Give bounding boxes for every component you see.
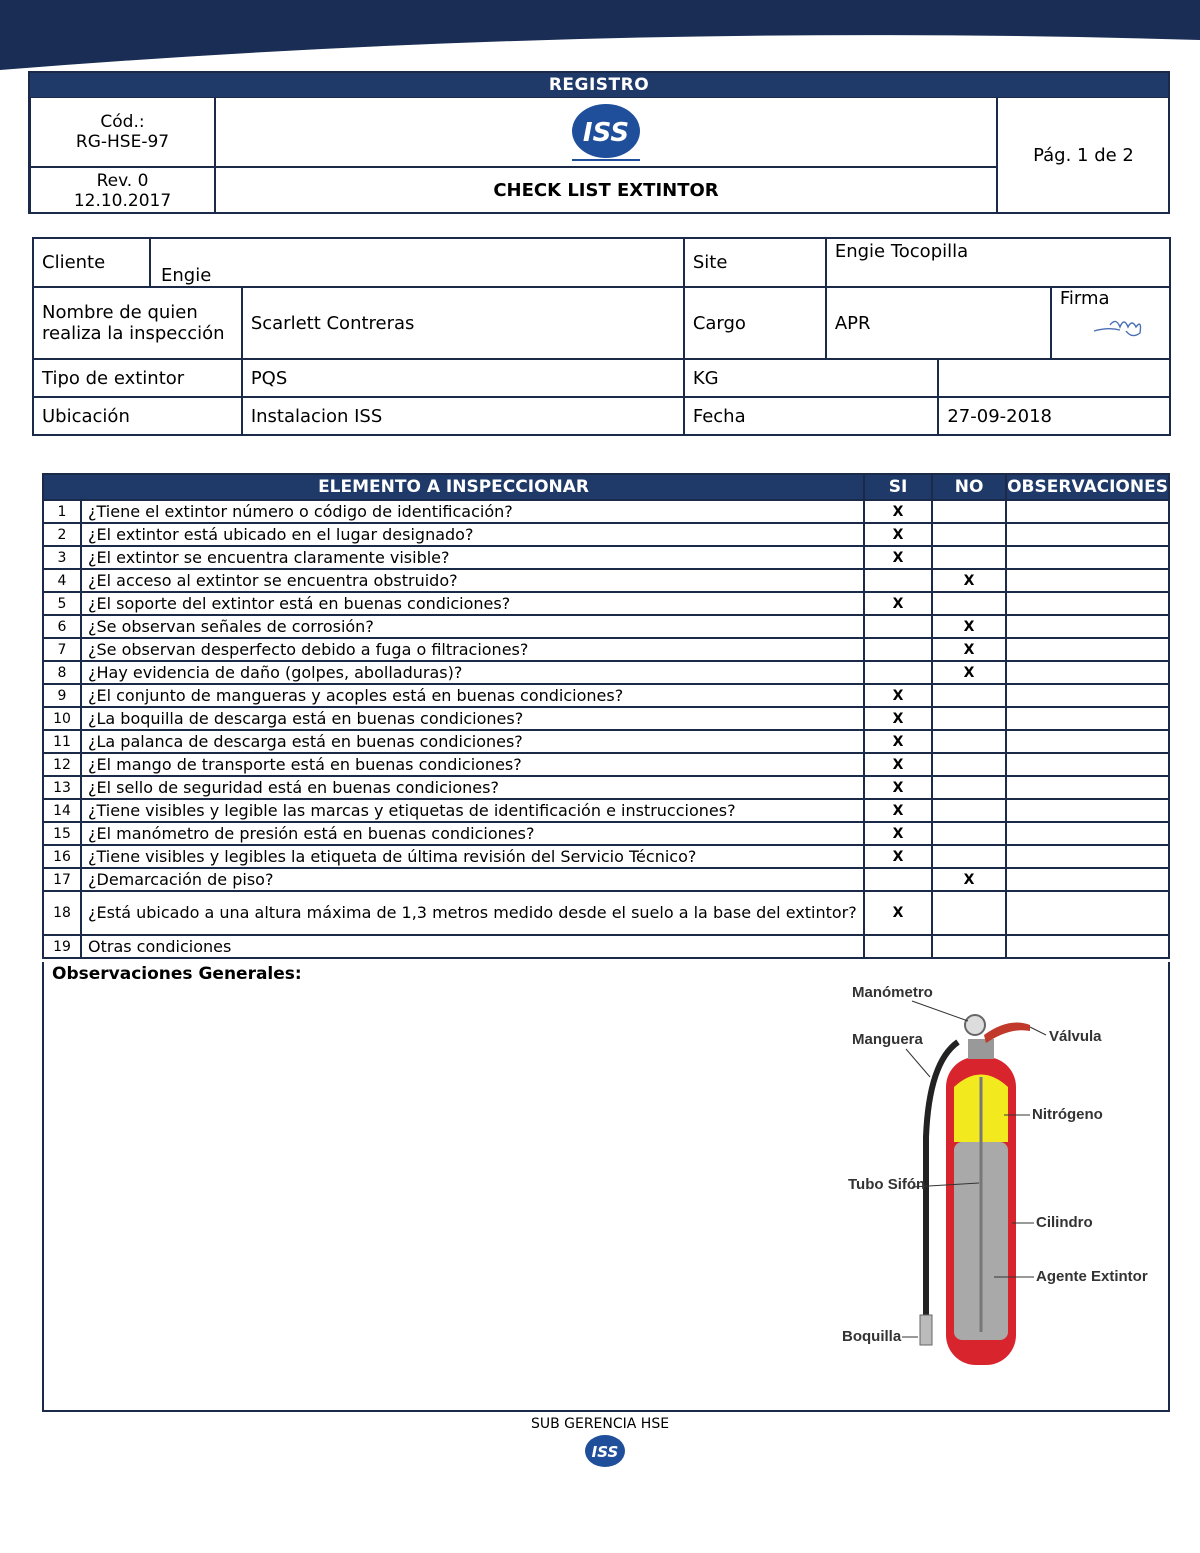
row-si-mark: X bbox=[864, 753, 932, 776]
table-row bbox=[43, 615, 1169, 638]
table-row bbox=[43, 753, 1169, 776]
top-banner bbox=[0, 0, 1200, 75]
row-no-mark bbox=[932, 845, 1006, 868]
table-row bbox=[43, 891, 1169, 935]
table-row bbox=[43, 523, 1169, 546]
row-no-mark bbox=[932, 523, 1006, 546]
col-no-header: NO bbox=[932, 474, 1006, 500]
col-obs-header: OBSERVACIONES bbox=[1006, 474, 1169, 500]
row-number: 15 bbox=[43, 822, 81, 845]
nozzle-shape bbox=[920, 1315, 932, 1345]
row-question: ¿El conjunto de mangueras y acoples está en buenas condiciones? bbox=[81, 684, 864, 707]
row-question: ¿Tiene visibles y legibles la etiqueta de última revisión del Servicio Técnico? bbox=[81, 845, 864, 868]
page-number: Pág. 1 de 2 bbox=[997, 97, 1170, 214]
row-no-mark bbox=[932, 776, 1006, 799]
nombre-value: Scarlett Contreras bbox=[242, 287, 684, 359]
table-row bbox=[43, 730, 1169, 753]
row-observation bbox=[1006, 523, 1169, 546]
row-number: 16 bbox=[43, 845, 81, 868]
row-observation bbox=[1006, 707, 1169, 730]
row-number: 13 bbox=[43, 776, 81, 799]
col-si-header: SI bbox=[864, 474, 932, 500]
label-tubo-sifon: Tubo Sifón bbox=[848, 1176, 926, 1193]
row-no-mark: X bbox=[932, 569, 1006, 592]
row-no-mark: X bbox=[932, 868, 1006, 891]
row-si-mark: X bbox=[864, 776, 932, 799]
row-question: ¿Se observan señales de corrosión? bbox=[81, 615, 864, 638]
row-observation bbox=[1006, 799, 1169, 822]
tipo-value: PQS bbox=[242, 359, 684, 397]
row-question: Otras condiciones bbox=[81, 935, 864, 958]
site-value: Engie Tocopilla bbox=[826, 238, 1170, 287]
row-observation bbox=[1006, 500, 1169, 523]
row-question: ¿El extintor está ubicado en el lugar designado? bbox=[81, 523, 864, 546]
row-si-mark: X bbox=[864, 523, 932, 546]
ubicacion-label: Ubicación bbox=[33, 397, 242, 435]
checklist-body bbox=[43, 500, 1169, 958]
row-question: ¿Tiene visibles y legible las marcas y etiquetas de identificación e instrucciones? bbox=[81, 799, 864, 822]
table-row bbox=[43, 935, 1169, 958]
label-manometro: Manómetro bbox=[852, 984, 933, 1001]
row-question: ¿La boquilla de descarga está en buenas condiciones? bbox=[81, 707, 864, 730]
rev-cell bbox=[30, 167, 215, 214]
row-si-mark: X bbox=[864, 730, 932, 753]
row-number: 2 bbox=[43, 523, 81, 546]
row-observation bbox=[1006, 822, 1169, 845]
row-si-mark: X bbox=[864, 822, 932, 845]
table-row bbox=[43, 500, 1169, 523]
row-si-mark: X bbox=[864, 799, 932, 822]
gauge-shape bbox=[965, 1015, 985, 1035]
row-number: 3 bbox=[43, 546, 81, 569]
row-question: ¿El manómetro de presión está en buenas condiciones? bbox=[81, 822, 864, 845]
row-observation bbox=[1006, 546, 1169, 569]
row-no-mark bbox=[932, 822, 1006, 845]
row-observation bbox=[1006, 868, 1169, 891]
row-si-mark bbox=[864, 868, 932, 891]
table-row bbox=[43, 822, 1169, 845]
extinguisher-diagram bbox=[834, 977, 1154, 1372]
row-observation bbox=[1006, 592, 1169, 615]
tipo-label: Tipo de extintor bbox=[33, 359, 242, 397]
row-observation bbox=[1006, 684, 1169, 707]
document-header bbox=[28, 71, 1170, 214]
kg-label: KG bbox=[684, 359, 939, 397]
row-question: ¿Demarcación de piso? bbox=[81, 868, 864, 891]
table-row bbox=[43, 661, 1169, 684]
row-question: ¿Se observan desperfecto debido a fuga o filtraciones? bbox=[81, 638, 864, 661]
valve-base-shape bbox=[968, 1039, 994, 1059]
label-manguera: Manguera bbox=[852, 1031, 923, 1048]
row-observation bbox=[1006, 661, 1169, 684]
label-boquilla: Boquilla bbox=[842, 1328, 902, 1345]
iss-logo-text: ISS bbox=[582, 118, 630, 148]
registro-bar: REGISTRO bbox=[30, 73, 1168, 97]
row-si-mark bbox=[864, 615, 932, 638]
row-question: ¿El acceso al extintor se encuentra obstruido? bbox=[81, 569, 864, 592]
row-number: 18 bbox=[43, 891, 81, 935]
rev-date: 12.10.2017 bbox=[73, 190, 172, 211]
table-row bbox=[43, 845, 1169, 868]
cargo-value: APR bbox=[826, 287, 1051, 359]
site-label: Site bbox=[684, 238, 826, 287]
label-nitrogeno: Nitrógeno bbox=[1032, 1106, 1103, 1123]
row-number: 12 bbox=[43, 753, 81, 776]
row-number: 7 bbox=[43, 638, 81, 661]
row-number: 14 bbox=[43, 799, 81, 822]
row-si-mark: X bbox=[864, 592, 932, 615]
ubicacion-value: Instalacion ISS bbox=[242, 397, 684, 435]
logo-cell bbox=[215, 97, 997, 167]
row-si-mark: X bbox=[864, 845, 932, 868]
footer-iss-logo bbox=[584, 1434, 626, 1468]
row-question: ¿El sello de seguridad está en buenas condiciones? bbox=[81, 776, 864, 799]
row-question: ¿El soporte del extintor está en buenas condiciones? bbox=[81, 592, 864, 615]
document-title: CHECK LIST EXTINTOR bbox=[215, 167, 997, 214]
row-observation bbox=[1006, 935, 1169, 958]
cliente-value: Engie bbox=[150, 238, 684, 287]
row-no-mark bbox=[932, 730, 1006, 753]
row-no-mark: X bbox=[932, 661, 1006, 684]
label-valvula: Válvula bbox=[1049, 1028, 1102, 1045]
cargo-label: Cargo bbox=[684, 287, 826, 359]
row-number: 11 bbox=[43, 730, 81, 753]
rev-label: Rev. 0 bbox=[96, 170, 149, 191]
row-question: ¿El mango de transporte está en buenas condiciones? bbox=[81, 753, 864, 776]
footer-logo-text: ISS bbox=[591, 1443, 619, 1461]
row-no-mark bbox=[932, 935, 1006, 958]
row-observation bbox=[1006, 891, 1169, 935]
row-number: 1 bbox=[43, 500, 81, 523]
row-question: ¿Está ubicado a una altura máxima de 1,3 metros medido desde el suelo a la base del extintor? bbox=[81, 891, 864, 935]
row-si-mark: X bbox=[864, 500, 932, 523]
row-no-mark bbox=[932, 891, 1006, 935]
row-no-mark bbox=[932, 592, 1006, 615]
row-observation bbox=[1006, 753, 1169, 776]
nombre-label: Nombre de quien realiza la inspección bbox=[33, 287, 242, 359]
row-number: 9 bbox=[43, 684, 81, 707]
row-si-mark: X bbox=[864, 891, 932, 935]
fecha-value: 27-09-2018 bbox=[938, 397, 1170, 435]
row-observation bbox=[1006, 845, 1169, 868]
row-number: 19 bbox=[43, 935, 81, 958]
row-question: ¿Tiene el extintor número o código de identificación? bbox=[81, 500, 864, 523]
table-row bbox=[43, 707, 1169, 730]
row-si-mark bbox=[864, 661, 932, 684]
row-observation bbox=[1006, 776, 1169, 799]
row-no-mark: X bbox=[932, 638, 1006, 661]
table-row bbox=[43, 799, 1169, 822]
signature-image bbox=[1090, 309, 1160, 339]
row-observation bbox=[1006, 569, 1169, 592]
footer-text: SUB GERENCIA HSE bbox=[530, 1416, 670, 1432]
firma-label: Firma bbox=[1059, 288, 1110, 309]
table-row bbox=[43, 868, 1169, 891]
row-no-mark bbox=[932, 753, 1006, 776]
table-row bbox=[43, 592, 1169, 615]
row-observation bbox=[1006, 638, 1169, 661]
code-label: Cód.: bbox=[100, 112, 145, 132]
row-number: 10 bbox=[43, 707, 81, 730]
iss-logo bbox=[570, 101, 642, 163]
table-row bbox=[43, 569, 1169, 592]
row-si-mark bbox=[864, 638, 932, 661]
row-number: 6 bbox=[43, 615, 81, 638]
table-row bbox=[43, 546, 1169, 569]
footer bbox=[0, 1416, 1200, 1472]
info-table bbox=[32, 237, 1171, 436]
row-number: 17 bbox=[43, 868, 81, 891]
row-question: ¿La palanca de descarga está en buenas condiciones? bbox=[81, 730, 864, 753]
code-value: RG-HSE-97 bbox=[75, 132, 170, 152]
firma-cell bbox=[1051, 287, 1170, 359]
row-question: ¿Hay evidencia de daño (golpes, abolladuras)? bbox=[81, 661, 864, 684]
table-row bbox=[43, 776, 1169, 799]
observaciones-box bbox=[42, 962, 1170, 1412]
row-observation bbox=[1006, 730, 1169, 753]
row-no-mark bbox=[932, 684, 1006, 707]
kg-value bbox=[938, 359, 1170, 397]
row-si-mark bbox=[864, 569, 932, 592]
label-cilindro: Cilindro bbox=[1036, 1214, 1093, 1231]
col-element-header: ELEMENTO A INSPECCIONAR bbox=[43, 474, 864, 500]
table-row bbox=[43, 684, 1169, 707]
table-row bbox=[43, 638, 1169, 661]
code-cell bbox=[30, 97, 215, 167]
row-number: 8 bbox=[43, 661, 81, 684]
cliente-label: Cliente bbox=[33, 238, 150, 287]
row-no-mark bbox=[932, 500, 1006, 523]
row-no-mark: X bbox=[932, 615, 1006, 638]
row-number: 4 bbox=[43, 569, 81, 592]
row-number: 5 bbox=[43, 592, 81, 615]
row-question: ¿El extintor se encuentra claramente visible? bbox=[81, 546, 864, 569]
row-no-mark bbox=[932, 707, 1006, 730]
row-si-mark: X bbox=[864, 684, 932, 707]
fecha-label: Fecha bbox=[684, 397, 939, 435]
row-si-mark: X bbox=[864, 546, 932, 569]
row-no-mark bbox=[932, 546, 1006, 569]
row-observation bbox=[1006, 615, 1169, 638]
row-si-mark bbox=[864, 935, 932, 958]
row-no-mark bbox=[932, 799, 1006, 822]
checklist-table bbox=[42, 473, 1170, 959]
row-si-mark: X bbox=[864, 707, 932, 730]
observaciones-title: Observaciones Generales: bbox=[52, 964, 302, 984]
label-agente: Agente Extintor bbox=[1036, 1268, 1148, 1285]
